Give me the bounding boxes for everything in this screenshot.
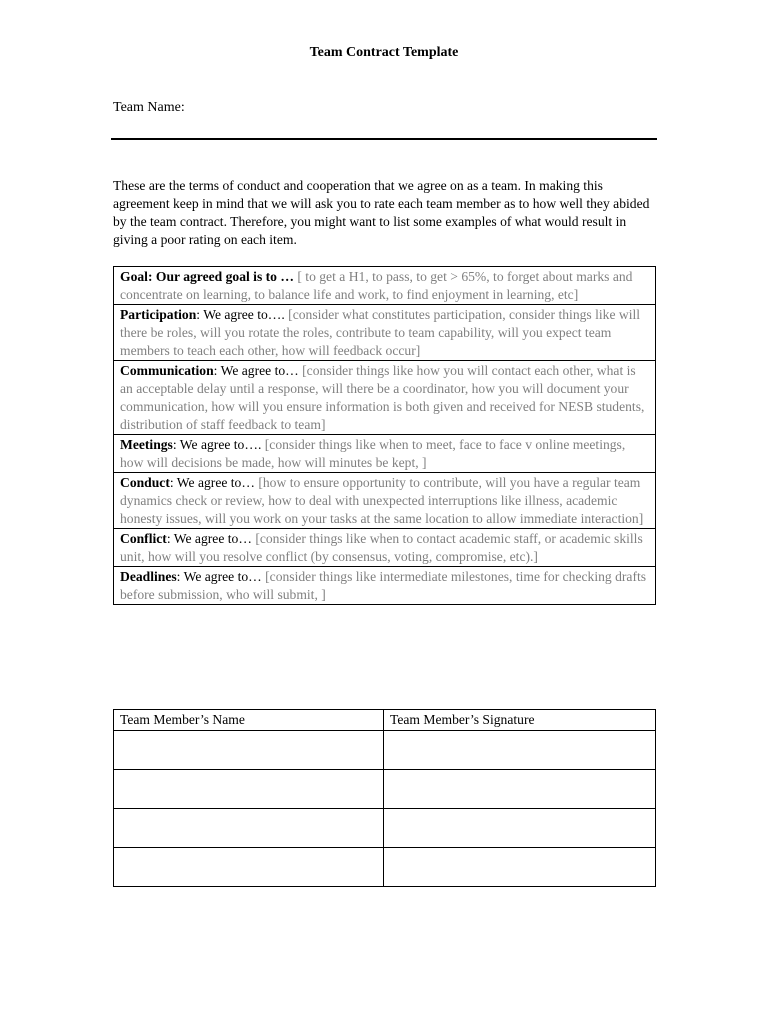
member-signature-header: Team Member’s Signature — [384, 710, 656, 731]
page-title: Team Contract Template — [309, 45, 459, 60]
term-row-meetings — [114, 435, 656, 473]
term-prompt: : We agree to… — [213, 363, 299, 378]
term-row-deadlines — [114, 567, 656, 605]
intro-paragraph: These are the terms of conduct and cooperation that we agree on as a team. In making this agreement keep in mind that we will ask you to rate each team member as to how well they abided by the team contract. Therefore, you might want to list some examples of what would result in giving a poor rating on each item. — [113, 178, 650, 247]
term-row-communication — [114, 361, 656, 435]
member-signature-cell[interactable] — [384, 731, 656, 770]
term-prompt: : We agree to… — [169, 475, 255, 490]
member-signature-cell[interactable] — [384, 770, 656, 809]
term-hint: [consider things like intermediate milestones, time for checking drafts before submission, who will submit, ] — [120, 569, 647, 602]
table-row — [114, 809, 656, 848]
member-signature-cell[interactable] — [384, 809, 656, 848]
term-prompt: : We agree to… — [166, 531, 252, 546]
team-name-label: Team Name: — [113, 100, 185, 115]
term-prompt: : We agree to…. — [172, 437, 262, 452]
term-hint: [consider things like when to contact academic staff, or academic skills unit, how will you resolve conflict (by consensus, voting, compromise, etc).] — [120, 531, 643, 564]
term-label: Meetings — [120, 437, 173, 452]
table-row — [114, 848, 656, 887]
member-name-cell[interactable] — [114, 848, 384, 887]
member-name-cell[interactable] — [114, 770, 384, 809]
term-label: Goal: — [120, 269, 153, 284]
signature-table — [113, 709, 656, 887]
term-label: Deadlines — [120, 569, 177, 584]
term-label: Participation — [120, 307, 197, 322]
team-name-line — [111, 138, 657, 140]
term-prompt: Our agreed goal is to … — [152, 269, 294, 284]
term-hint: [consider things like how you will contact each other, what is an acceptable delay until a response, will there be a coordinator, how you will document your communication, how will you ensure information is both given and received for NESB students, distribution of staff feedback to team] — [120, 363, 645, 432]
term-hint: [consider what constitutes participation, consider things like will there be roles, will you rotate the roles, contribute to team capability, will you expect team members to teach each other, how will feedback occur] — [120, 307, 641, 358]
member-name-cell[interactable] — [114, 731, 384, 770]
term-hint: [ to get a H1, to pass, to get > 65%, to forget about marks and concentrate on learning, to balance life and work, to find enjoyment in learning, etc] — [120, 269, 633, 302]
table-row — [114, 770, 656, 809]
member-signature-cell[interactable] — [384, 848, 656, 887]
member-name-header: Team Member’s Name — [114, 710, 384, 731]
term-prompt: : We agree to… — [176, 569, 262, 584]
term-row-goal — [114, 267, 656, 305]
term-row-conduct — [114, 473, 656, 529]
term-hint: [consider things like when to meet, face to face v online meetings, how will decisions be made, how will minutes be kept, ] — [120, 437, 626, 470]
term-label: Conflict — [120, 531, 167, 546]
member-name-cell[interactable] — [114, 809, 384, 848]
term-label: Communication — [120, 363, 214, 378]
term-label: Conduct — [120, 475, 170, 490]
term-row-conflict — [114, 529, 656, 567]
term-row-participation — [114, 305, 656, 361]
term-hint: [how to ensure opportunity to contribute, will you have a regular team dynamics check or review, how to deal with unexpected interruptions like illness, academic honesty issues, will you work on your tasks at the same location to allow immediate interaction] — [120, 475, 644, 526]
table-row — [114, 731, 656, 770]
term-prompt: : We agree to…. — [196, 307, 285, 322]
signature-header-row — [114, 710, 656, 731]
terms-table — [113, 266, 656, 605]
